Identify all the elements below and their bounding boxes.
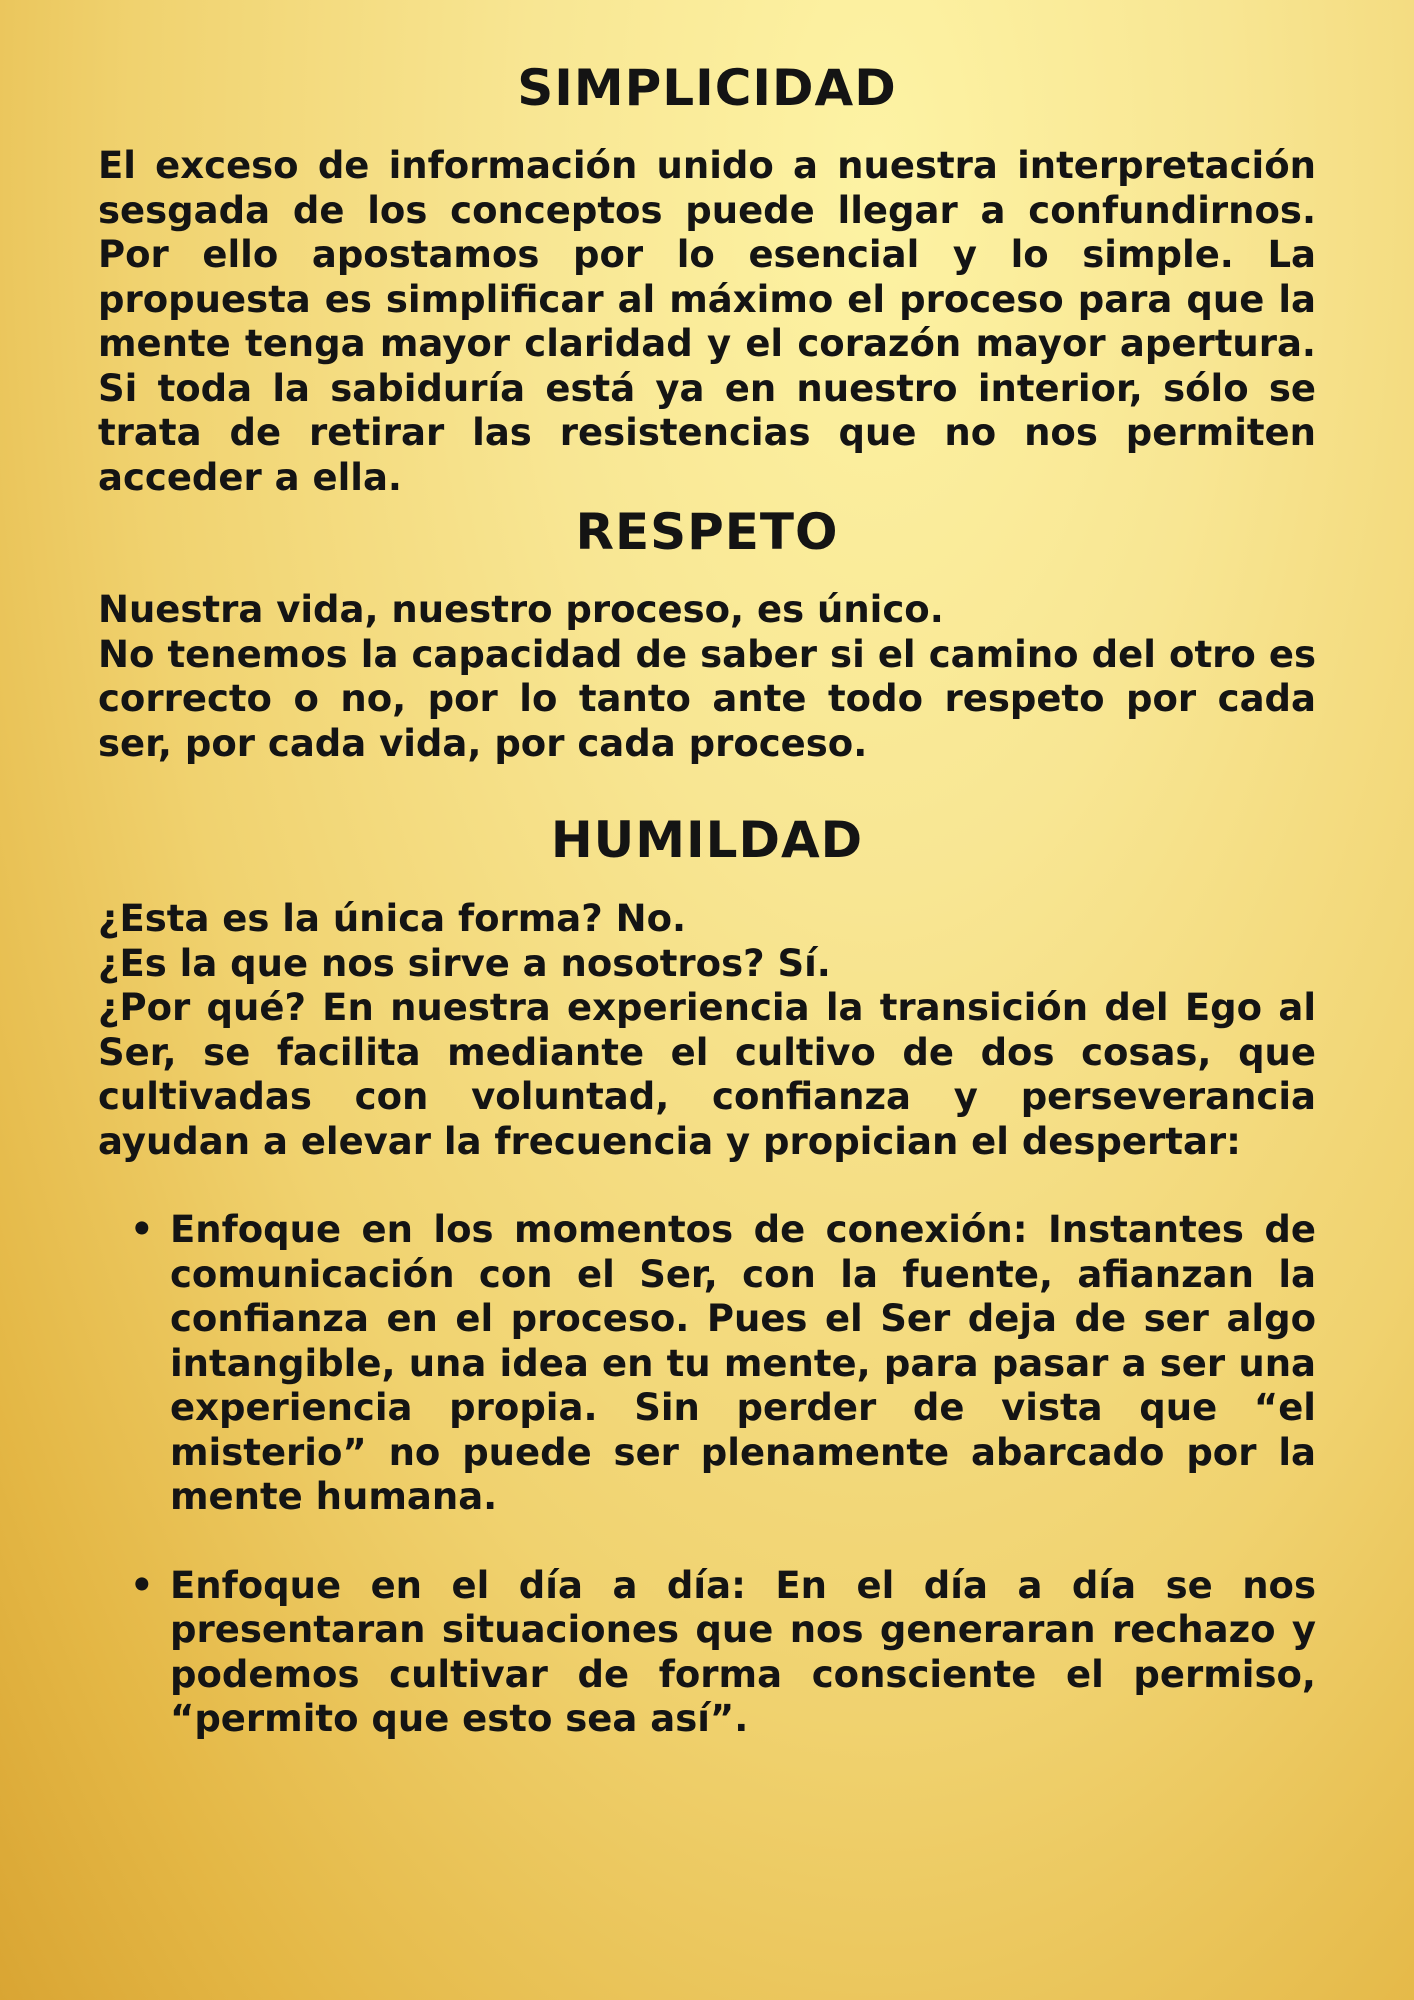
bullet-icon: • — [130, 1208, 154, 1251]
humildad-question-2 — [98, 942, 1316, 987]
humildad-question-2-text: ¿Es la que nos sirve a nosotros? Sí. — [98, 941, 831, 985]
humildad-question-1 — [98, 897, 1316, 942]
simplicidad-paragraph: El exceso de información unido a nuestra interpretación sesgada de los conceptos puede llegar a confundirnos. Por ello apostamos por lo esencial y lo simple. La propuesta es simplificar al máximo el proceso para que la mente tenga mayor claridad y el corazón mayor apertura. Si toda la sabiduría está ya en nuestro interior, sólo se trata de retirar las resistencias que no nos permiten acceder a ella. — [98, 144, 1316, 499]
respeto-paragraph: No tenemos la capacidad de saber si el camino del otro es correcto o no, por lo tanto ante todo respeto por cada ser, por cada vida, por cada proceso. — [98, 632, 1316, 765]
list-item-text: Enfoque en los momentos de conexión: Instantes de comunicación con el Ser, con la fuente, afianzan la confianza en el proceso. Pues el Ser deja de ser algo intangible, una idea en tu mente, para pasar a ser una experiencia propia. Sin perder de vista que “el misterio” no puede ser plenamente abarcado por la mente humana. — [170, 1208, 1316, 1518]
humildad-paragraph: ¿Por qué? En nuestra experiencia la transición del Ego al Ser, se facilita mediante el cultivo de dos cosas, que cultivadas con voluntad, confianza y perseverancia ayudan a elevar la frecuencia y propician el despertar: — [98, 986, 1316, 1163]
list-item — [130, 1563, 1316, 1742]
respeto-lead — [98, 588, 1316, 633]
section-title-respeto: RESPETO — [575, 503, 839, 561]
section-title-humildad: HUMILDAD — [550, 811, 864, 869]
humildad-question-1-text: ¿Esta es la única forma? No. — [98, 897, 687, 940]
respeto-lead-text: Nuestra vida, nuestro proceso, es único. — [98, 588, 944, 631]
humildad-bullet-list — [98, 1208, 1316, 1742]
section-title-simplicidad: SIMPLICIDAD — [517, 59, 897, 117]
list-item-text: Enfoque en el día a día: En el día a día se nos presentaran situaciones que nos generaran rechazo y podemos cultivar de forma consciente el permiso, “permito que esto sea así”. — [170, 1563, 1316, 1740]
bullet-icon: • — [130, 1563, 154, 1607]
list-item — [130, 1208, 1316, 1520]
